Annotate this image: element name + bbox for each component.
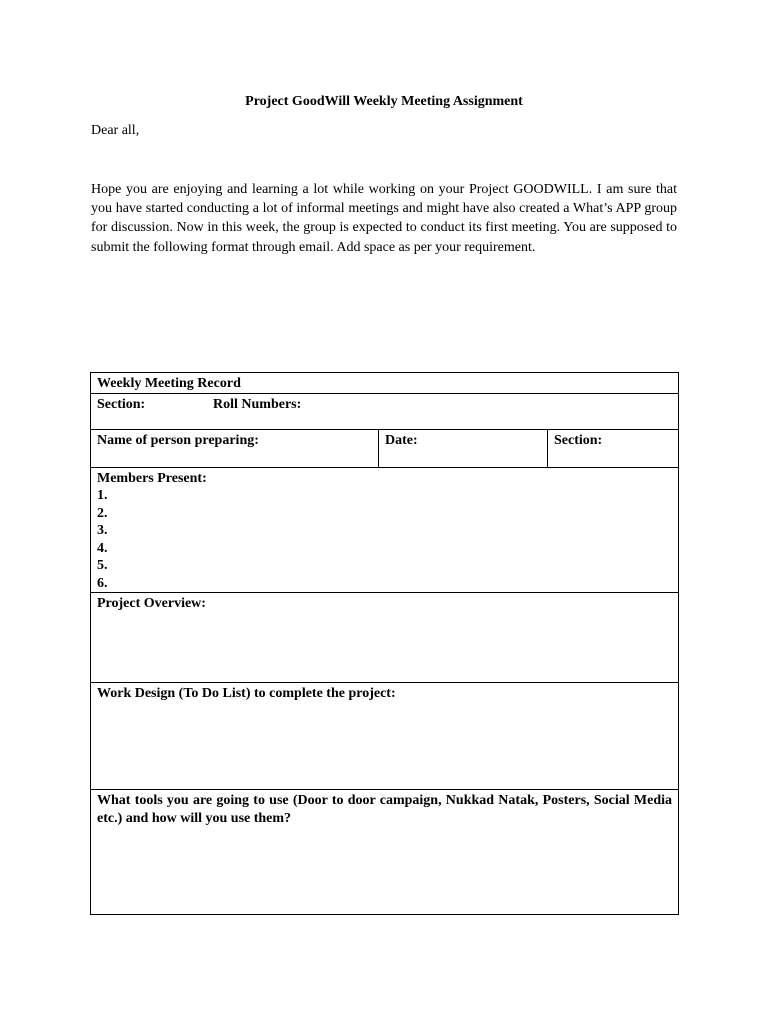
- date-cell[interactable]: [379, 429, 548, 467]
- project-overview-cell[interactable]: [91, 593, 679, 683]
- name-preparing-label: Name of person preparing:: [97, 432, 259, 448]
- list-item: 1.: [97, 488, 108, 503]
- list-item: 6.: [97, 575, 108, 591]
- salutation: Dear all,: [91, 123, 140, 138]
- date-label: Date:: [385, 432, 418, 448]
- members-present-label: Members Present:: [97, 470, 207, 486]
- work-design-cell[interactable]: [91, 683, 679, 790]
- meeting-record-table: [90, 372, 679, 915]
- roll-numbers-label: Roll Numbers:: [213, 396, 302, 412]
- work-design-label: Work Design (To Do List) to complete the project:: [97, 686, 396, 701]
- body-paragraph: Hope you are enjoying and learning a lot while working on your Project GOODWILL. I am sure that you have started conducting a lot of informal meetings and might have also created a What’s APP group for discussion. Now in this week, the group is expected to conduct its first meeting. You are supposed to submit the following format through email. Add space as per your requirement.: [91, 182, 677, 255]
- list-item: 3.: [97, 523, 108, 538]
- section-roll-row[interactable]: [91, 393, 679, 429]
- name-preparing-cell[interactable]: [91, 429, 379, 467]
- section2-label: Section:: [554, 432, 603, 448]
- document-title: Project GoodWill Weekly Meeting Assignment: [245, 94, 523, 109]
- list-item: 4.: [97, 540, 108, 556]
- members-present-cell[interactable]: [91, 467, 679, 593]
- list-item: 5.: [97, 558, 108, 573]
- tools-label: What tools you are going to use (Door to door campaign, Nukkad Natak, Posters, Social Media etc.) and how will you use them?: [97, 793, 673, 826]
- tools-cell[interactable]: [91, 790, 679, 915]
- project-overview-label: Project Overview:: [97, 596, 206, 611]
- list-item: 2.: [97, 505, 108, 521]
- section-cell[interactable]: [548, 429, 679, 467]
- section-label: Section:: [97, 396, 146, 412]
- table-header: Weekly Meeting Record: [91, 373, 679, 394]
